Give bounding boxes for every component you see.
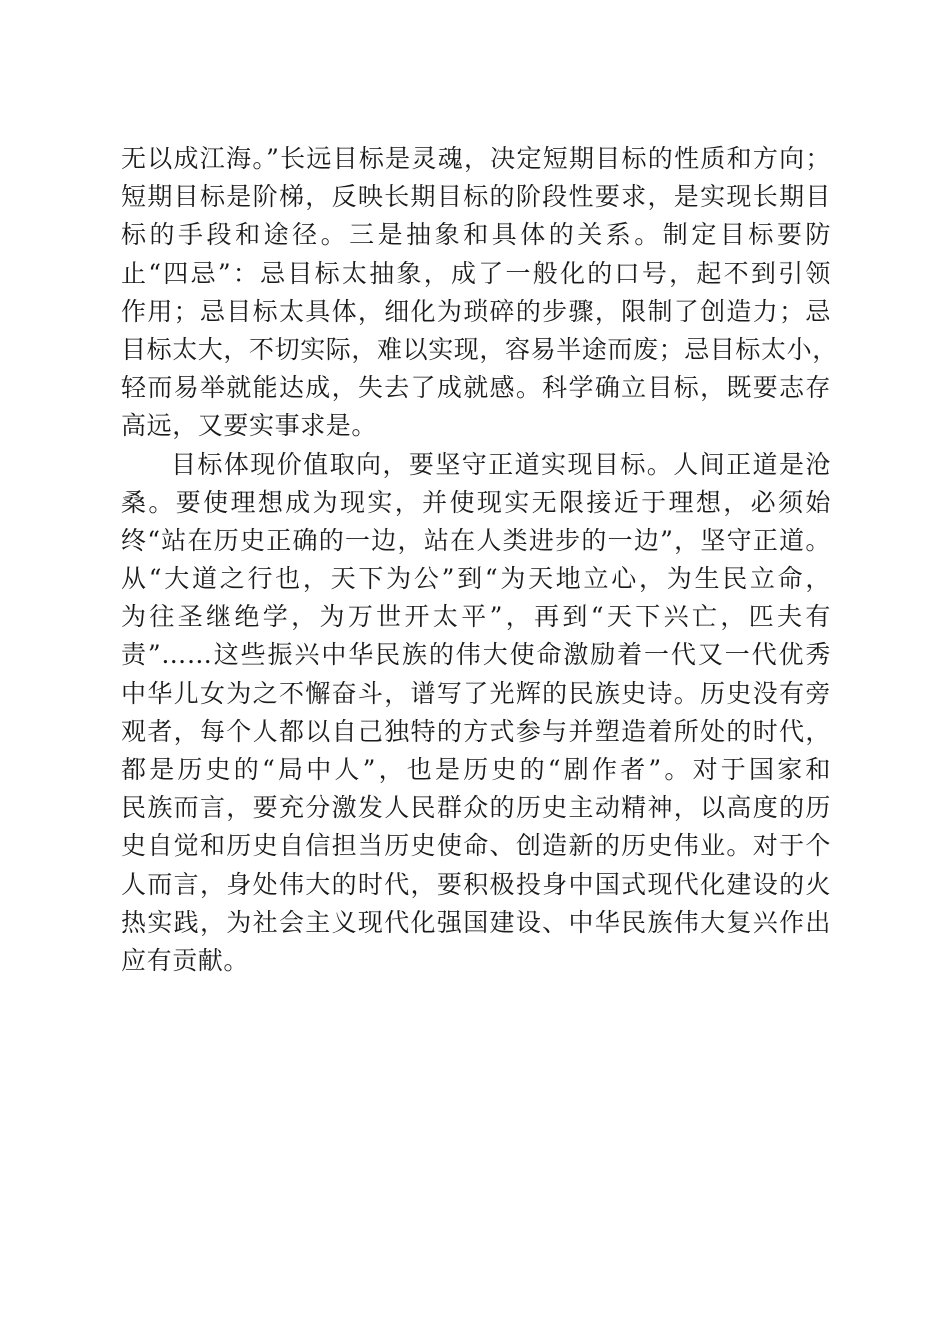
paragraph-goal-values [121,446,831,981]
text-line: 观者，每个人都以自己独特的方式参与并塑造着所处的时代， [121,716,831,746]
text-line: 热实践，为社会主义现代化强国建设、中华民族伟大复兴作出 [121,907,831,937]
text-line: 中华儿女为之不懈奋斗，谱写了光辉的民族史诗。历史没有旁 [121,678,831,708]
text-line: 无以成江海。”长远目标是灵魂，决定短期目标的性质和方向； [121,144,831,173]
text-line: 都是历史的“局中人”，也是历史的“剧作者”。对于国家和 [121,755,831,784]
text-line: 轻而易举就能达成，失去了成就感。科学确立目标，既要志存 [121,373,831,403]
text-line: 短期目标是阶梯，反映长期目标的阶段性要求，是实现长期目 [121,182,831,212]
paragraph-continuation [121,140,838,446]
text-line: 桑。要使理想成为现实，并使现实无限接近于理想，必须始 [121,487,831,517]
text-line: 史自觉和历史自信担当历史使命、创造新的历史伟业。对于个 [121,831,831,861]
text-line: 民族而言，要充分激发人民群众的历史主动精神，以高度的历 [121,793,831,823]
text-line: 止“四忌”：忌目标太抽象，成了一般化的口号，起不到引领 [121,258,831,288]
text-line: 终“站在历史正确的一边，站在人类进步的一边”，坚守正道。 [121,525,831,555]
text-line: 高远，又要实事求是。 [121,411,378,441]
text-line: 为往圣继绝学，为万世开太平”，再到“天下兴亡，匹夫有 [121,602,831,632]
text-line: 人而言，身处伟大的时代，要积极投身中国式现代化建设的火 [121,869,831,899]
body-text [121,140,838,980]
text-line: 从“大道之行也，天下为公”到“为天地立心，为生民立命， [121,564,831,594]
text-line: 标的手段和途径。三是抽象和具体的关系。制定目标要防 [121,220,831,250]
text-line: 作用；忌目标太具体，细化为琐碎的步骤，限制了创造力；忌 [121,296,831,326]
text-line: 目标太大，不切实际，难以实现，容易半途而废；忌目标太小， [121,334,838,364]
text-line: 目标体现价值取向，要坚守正道实现目标。人间正道是沧 [171,449,831,479]
text-line: 责”……这些振兴中华民族的伟大使命激励着一代又一代优秀 [121,640,831,670]
text-line: 应有贡献。 [121,945,250,975]
